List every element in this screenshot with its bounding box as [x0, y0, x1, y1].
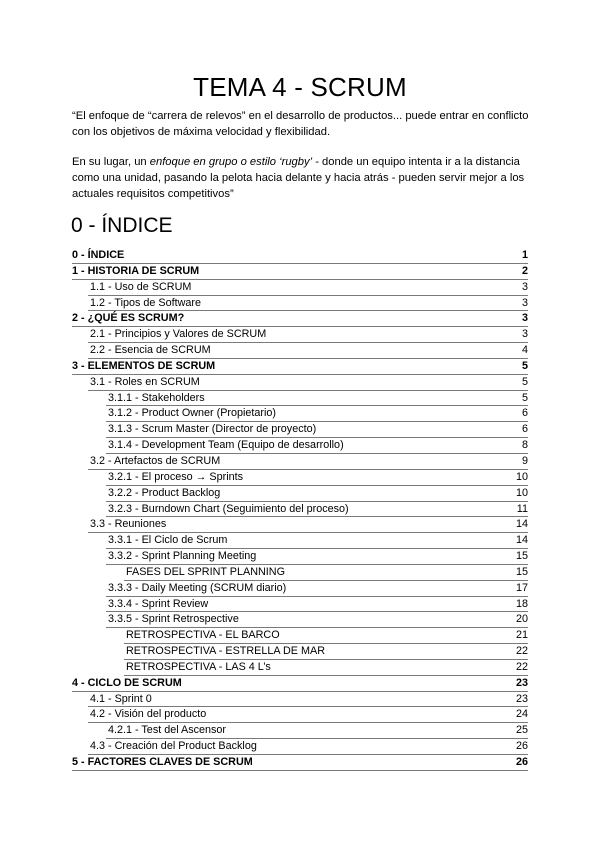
section-heading-index: 0 - ÍNDICE — [71, 214, 173, 237]
toc-entry[interactable] — [72, 533, 528, 549]
toc-entry-label[interactable]: 4.3 - Creación del Product Backlog — [90, 740, 257, 753]
toc-entry-label[interactable]: 1.1 - Uso de SCRUM — [90, 280, 192, 293]
toc-entry[interactable] — [72, 264, 528, 280]
toc-entry-label[interactable]: 4.2 - Visión del producto — [90, 708, 207, 721]
toc-entry[interactable] — [72, 248, 528, 264]
toc-entry-label[interactable]: 3.1.2 - Product Owner (Propietario) — [108, 407, 277, 420]
toc-entry[interactable] — [72, 406, 528, 422]
toc-entry-label[interactable]: 1.2 - Tipos de Software — [90, 296, 202, 309]
toc-entry[interactable] — [72, 628, 528, 644]
toc-entry-page-number[interactable]: 3 — [521, 328, 528, 341]
toc-entry-page-number[interactable]: 5 — [521, 391, 528, 404]
toc-entry-label[interactable]: 3.1.3 - Scrum Master (Director de proyecto) — [108, 423, 317, 436]
toc-entry-page-number[interactable]: 26 — [515, 756, 528, 768]
toc-entry-label[interactable]: 3.1.4 - Development Team (Equipo de desarrollo) — [108, 439, 344, 452]
toc-entry-underline — [72, 770, 528, 771]
toc-entry-page-number[interactable]: 23 — [515, 676, 528, 689]
toc-entry[interactable] — [72, 454, 528, 470]
toc-entry-label[interactable]: 3.2.2 - Product Backlog — [108, 486, 221, 499]
toc-entry[interactable] — [72, 755, 528, 771]
toc-entry-page-number[interactable]: 14 — [515, 534, 528, 547]
toc-entry-page-number[interactable]: 15 — [515, 550, 528, 563]
toc-entry-label[interactable]: 3.3.3 - Daily Meeting (SCRUM diario) — [108, 581, 287, 594]
toc-entry[interactable] — [72, 723, 528, 739]
toc-entry-page-number[interactable]: 10 — [515, 486, 528, 499]
toc-entry[interactable] — [72, 391, 528, 407]
toc-entry[interactable] — [72, 644, 528, 660]
toc-entry-page-number[interactable]: 5 — [521, 375, 528, 388]
toc-entry-page-number[interactable]: 6 — [521, 407, 528, 420]
toc-entry[interactable] — [72, 676, 528, 692]
toc-entry-label[interactable]: 3.3.4 - Sprint Review — [108, 597, 209, 610]
toc-entry[interactable] — [72, 422, 528, 438]
toc-entry-page-number[interactable]: 3 — [521, 280, 528, 293]
toc-entry-page-number[interactable]: 8 — [521, 439, 528, 452]
toc-entry[interactable] — [72, 470, 528, 486]
toc-entry-page-number[interactable]: 24 — [515, 708, 528, 721]
toc-entry-label[interactable]: 3.3.5 - Sprint Retrospective — [108, 613, 239, 626]
toc-entry-label[interactable]: 3 - ELEMENTOS DE SCRUM — [72, 359, 216, 372]
toc-entry-page-number[interactable]: 14 — [515, 518, 528, 531]
toc-entry[interactable] — [72, 739, 528, 755]
toc-entry[interactable] — [72, 660, 528, 676]
toc-entry[interactable] — [72, 502, 528, 518]
toc-entry-page-number[interactable]: 22 — [515, 645, 528, 658]
toc-entry-page-number[interactable]: 25 — [515, 724, 528, 737]
toc-entry-label[interactable]: 4.1 - Sprint 0 — [90, 692, 152, 705]
toc-entry-page-number[interactable]: 15 — [515, 565, 528, 578]
toc-entry[interactable] — [72, 486, 528, 502]
toc-entry-label[interactable]: 0 - ÍNDICE — [72, 249, 125, 261]
quote-text-end: - donde un equipo intenta ir a la distancia como una unidad, pasando la pelota hacia delante y hacia atrás - pueden servir mejor a los actuales requisitos competitivos” — [72, 156, 525, 200]
toc-entry-page-number[interactable]: 21 — [515, 629, 528, 642]
toc-entry-page-number[interactable]: 11 — [516, 502, 528, 515]
toc-entry[interactable] — [72, 296, 528, 312]
toc-entry-label[interactable]: RETROSPECTIVA - LAS 4 L’s — [126, 660, 271, 673]
toc-entry-page-number[interactable]: 1 — [521, 249, 528, 261]
toc-entry-label[interactable]: 2.1 - Principios y Valores de SCRUM — [90, 328, 267, 341]
toc-entry-label[interactable]: 5 - FACTORES CLAVES DE SCRUM — [72, 756, 253, 768]
toc-entry[interactable] — [72, 565, 528, 581]
toc-entry[interactable] — [72, 692, 528, 708]
toc-entry-label[interactable]: 3.3.1 - El Ciclo de Scrum — [108, 534, 228, 547]
toc-entry[interactable] — [72, 517, 528, 533]
toc-entry[interactable] — [72, 612, 528, 628]
toc-entry-page-number[interactable]: 18 — [515, 597, 528, 610]
toc-entry-page-number[interactable]: 20 — [515, 613, 528, 626]
toc-entry-page-number[interactable]: 3 — [521, 296, 528, 309]
toc-entry-label[interactable]: 4 - CICLO DE SCRUM — [72, 676, 182, 689]
toc-entry-page-number[interactable]: 4 — [521, 344, 528, 357]
toc-entry[interactable] — [72, 280, 528, 296]
toc-entry-page-number[interactable]: 23 — [515, 692, 528, 705]
toc-entry[interactable] — [72, 343, 528, 359]
toc-entry[interactable] — [72, 549, 528, 565]
toc-entry-label[interactable]: 2.2 - Esencia de SCRUM — [90, 344, 211, 357]
toc-entry-page-number[interactable]: 6 — [521, 423, 528, 436]
intro-quote-paragraph-1: “El enfoque de “carrera de relevos” en el desarrollo de productos... puede entrar en conflicto con los objetivos de máxima velocidad y flexibilidad. — [72, 110, 529, 138]
toc-entry-page-number[interactable]: 26 — [515, 740, 528, 753]
toc-entry[interactable] — [72, 597, 528, 613]
toc-entry-label[interactable]: RETROSPECTIVA - ESTRELLA DE MAR — [126, 645, 325, 658]
toc-entry[interactable] — [72, 311, 528, 327]
toc-entry-page-number[interactable]: 17 — [515, 581, 528, 594]
toc-entry-label[interactable]: 3.1.1 - Stakeholders — [108, 391, 205, 404]
document-title: TEMA 4 - SCRUM — [193, 72, 407, 102]
toc-entry-page-number[interactable]: 5 — [521, 359, 528, 372]
toc-entry-label[interactable]: 2 - ¿QUÉ ES SCRUM? — [72, 312, 185, 325]
toc-entry-page-number[interactable]: 10 — [515, 470, 528, 483]
intro-quote-paragraph-2 — [72, 154, 534, 202]
table-of-contents — [72, 248, 528, 771]
toc-entry-page-number[interactable]: 3 — [521, 312, 528, 325]
toc-entry[interactable] — [72, 327, 528, 343]
toc-entry-label[interactable]: 3.2 - Artefactos de SCRUM — [90, 454, 221, 467]
quote-emphasis: enfoque en grupo o estilo ‘rugby’ — [149, 156, 313, 168]
toc-entry-page-number[interactable]: 22 — [515, 660, 528, 673]
toc-entry-label[interactable]: 1 - HISTORIA DE SCRUM — [72, 264, 200, 277]
toc-entry-label[interactable]: 4.2.1 - Test del Ascensor — [108, 724, 227, 737]
toc-entry-label[interactable]: FASES DEL SPRINT PLANNING — [126, 565, 286, 578]
quote-text-start: En su lugar, un — [72, 156, 150, 168]
toc-entry-label[interactable]: 3.3.2 - Sprint Planning Meeting — [108, 550, 257, 563]
toc-entry[interactable] — [72, 707, 528, 723]
toc-entry-page-number[interactable]: 2 — [521, 264, 528, 277]
toc-entry[interactable] — [72, 359, 528, 375]
toc-entry-label[interactable]: 3.1 - Roles en SCRUM — [90, 375, 200, 388]
toc-entry-label[interactable]: 3.3 - Reuniones — [90, 518, 167, 531]
toc-entry-page-number[interactable]: 9 — [521, 454, 528, 467]
toc-entry-label[interactable]: 3.2.1 - El proceso → Sprints — [108, 470, 244, 483]
toc-entry[interactable] — [72, 375, 528, 391]
toc-entry[interactable] — [72, 581, 528, 597]
toc-entry-label[interactable]: RETROSPECTIVA - EL BARCO — [126, 629, 280, 642]
toc-entry-label[interactable]: 3.2.3 - Burndown Chart (Seguimiento del proceso) — [108, 502, 349, 515]
toc-entry[interactable] — [72, 438, 528, 454]
